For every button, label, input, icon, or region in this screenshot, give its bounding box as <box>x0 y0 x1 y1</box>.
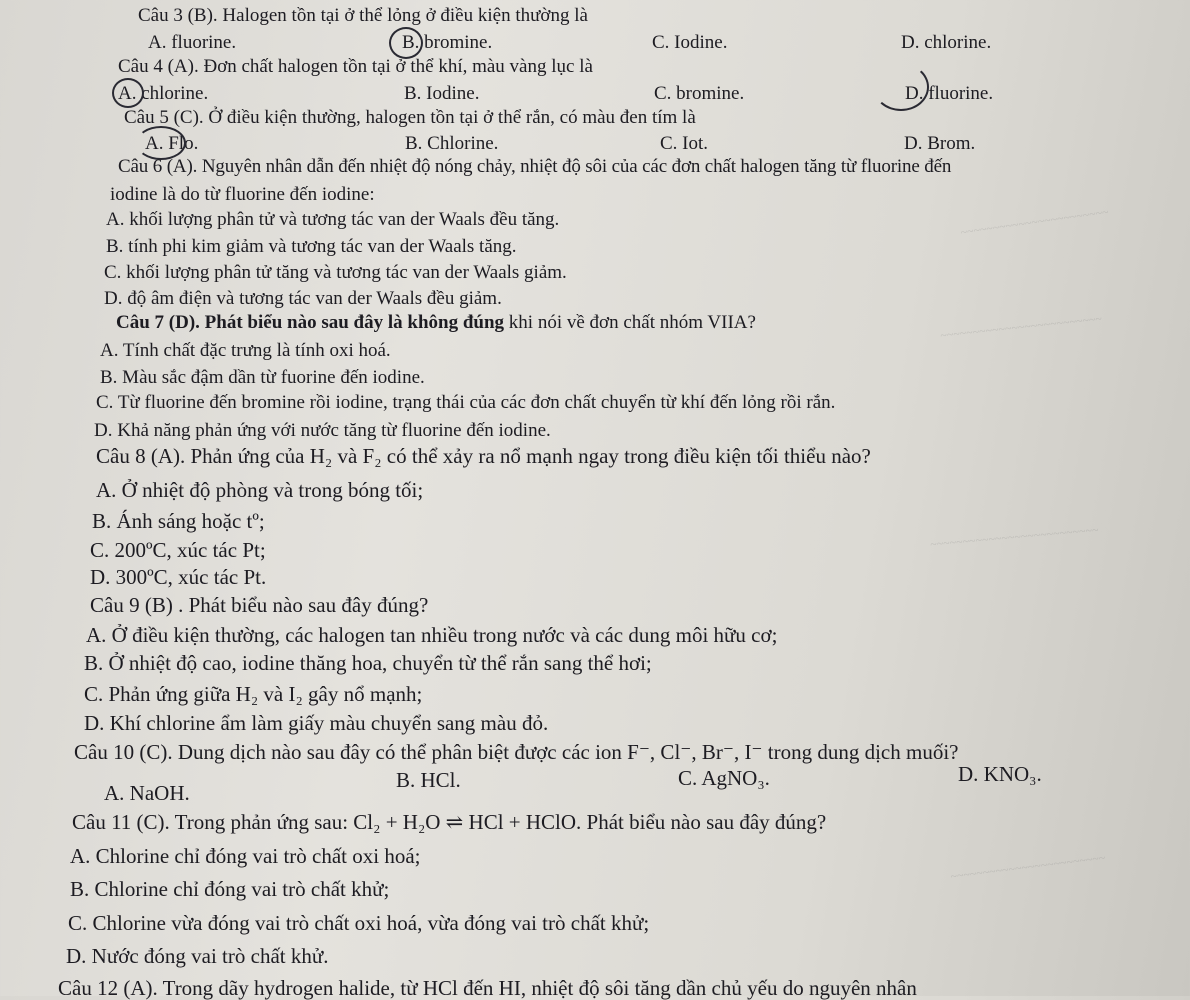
q3-option-b: B. bromine. <box>402 32 493 53</box>
q8-stem: Câu 8 (A). Phản ứng của H₂ và F₂ có thể xảy ra nổ mạnh ngay trong điều kiện tối thiểu nào? <box>96 444 871 468</box>
show-through-text: ~~~~~~~~~~~~~~~~~~~~~~~~~~ <box>929 522 1100 552</box>
answer-mark-circle <box>389 27 423 59</box>
show-through-text: ~~~~~~~~~~~~~~~~~~~~~~~~~ <box>939 311 1103 343</box>
q10-option-b: B. HCl. <box>396 768 461 792</box>
show-through-text: ~~~~~~~~~~~~~~~~~~~~~~~~ <box>949 850 1107 884</box>
q7-option-c: C. Từ fluorine đến bromine rồi iodine, trạng thái của các đơn chất chuyển từ khí đến lỏng rồi rắn. <box>96 392 836 413</box>
answer-mark-curve <box>873 63 929 111</box>
q9-option-c: C. Phản ứng giữa H₂ và I₂ gây nổ mạnh; <box>84 682 423 706</box>
q5-option-c: C. Iot. <box>660 133 709 154</box>
q10-option-a: A. NaOH. <box>104 781 190 805</box>
q8-option-c: C. 200ºC, xúc tác Pt; <box>90 538 266 562</box>
q11-option-d: D. Nước đóng vai trò chất khử. <box>66 944 329 968</box>
q4-stem: Câu 4 (A). Đơn chất halogen tồn tại ở thể khí, màu vàng lục là <box>118 56 593 77</box>
q10-option-d: D. KNO₃. <box>958 762 1042 786</box>
q6-stem-line1: Câu 6 (A). Nguyên nhân dẫn đến nhiệt độ nóng chảy, nhiệt độ sôi của các đơn chất halogen tăng từ fluorine đến <box>118 156 952 177</box>
q7-option-b: B. Màu sắc đậm dần từ fuorine đến iodine. <box>100 367 425 388</box>
answer-mark-circle <box>112 78 144 108</box>
q4-option-c: C. bromine. <box>654 83 745 104</box>
q6-option-c: C. khối lượng phân tử tăng và tương tác van der Waals giảm. <box>104 262 567 283</box>
q3-option-d: D. chlorine. <box>901 32 992 53</box>
q5-option-a: A. Flo. <box>145 133 199 154</box>
q10-stem: Câu 10 (C). Dung dịch nào sau đây có thể phân biệt được các ion F⁻, Cl⁻, Br⁻, I⁻ trong dung dịch muối? <box>74 740 959 764</box>
q9-option-b: B. Ở nhiệt độ cao, iodine thăng hoa, chuyển từ thể rắn sang thể hơi; <box>84 651 652 675</box>
q9-option-a: A. Ở điều kiện thường, các halogen tan nhiều trong nước và các dung môi hữu cơ; <box>86 623 778 647</box>
q4-option-d: D. fluorine. <box>905 83 994 104</box>
q8-option-d: D. 300ºC, xúc tác Pt. <box>90 565 267 589</box>
q7-option-a: A. Tính chất đặc trưng là tính oxi hoá. <box>100 340 391 361</box>
show-through-text: ~~~~~~~~~~~~~~~~~~~~~~~ <box>959 204 1110 240</box>
q9-stem: Câu 9 (B) . Phát biểu nào sau đây đúng? <box>90 593 429 617</box>
q11-stem: Câu 11 (C). Trong phản ứng sau: Cl₂ + H₂O ⇌ HCl + HClO. Phát biểu nào sau đây đúng? <box>72 810 827 834</box>
q7-stem-suffix: khi nói về đơn chất nhóm VIIA? <box>504 312 756 333</box>
q10-option-c: C. AgNO₃. <box>678 766 770 790</box>
q5-stem: Câu 5 (C). Ở điều kiện thường, halogen tồn tại ở thể rắn, có màu đen tím là <box>124 107 696 128</box>
q11-option-b: B. Chlorine chỉ đóng vai trò chất khử; <box>70 877 390 901</box>
q6-stem-line2: iodine là do từ fluorine đến iodine: <box>110 184 375 205</box>
q3-option-c: C. Iodine. <box>652 32 728 53</box>
q7-stem-emphasis: không đúng <box>407 312 505 333</box>
q6-option-b: B. tính phi kim giảm và tương tác van der Waals tăng. <box>106 236 517 257</box>
q7-stem-prefix: Câu 7 (D). Phát biểu nào sau đây là <box>116 312 408 333</box>
q9-option-d: D. Khí chlorine ẩm làm giấy màu chuyển sang màu đỏ. <box>84 711 549 735</box>
q12-stem: Câu 12 (A). Trong dãy hydrogen halide, từ HCl đến HI, nhiệt độ sôi tăng dần chủ yếu do nguyên nhân <box>58 976 917 1000</box>
q4-option-b: B. Iodine. <box>404 83 480 104</box>
q5-option-d: D. Brom. <box>904 133 976 154</box>
q11-option-a: A. Chlorine chỉ đóng vai trò chất oxi hoá; <box>70 844 421 868</box>
q6-option-d: D. độ âm điện và tương tác van der Waals đều giảm. <box>104 288 502 309</box>
q3-option-a: A. fluorine. <box>148 32 237 53</box>
answer-mark-circle <box>136 126 186 160</box>
q11-option-c: C. Chlorine vừa đóng vai trò chất oxi hoá, vừa đóng vai trò chất khử; <box>68 911 650 935</box>
q6-option-a: A. khối lượng phân tử và tương tác van der Waals đều tăng. <box>106 209 560 230</box>
q8-option-a: A. Ở nhiệt độ phòng và trong bóng tối; <box>96 478 424 502</box>
q3-stem: Câu 3 (B). Halogen tồn tại ở thể lỏng ở điều kiện thường là <box>138 5 588 26</box>
q7-option-d: D. Khả năng phản ứng với nước tăng từ fluorine đến iodine. <box>94 420 551 441</box>
q8-option-b: B. Ánh sáng hoặc tº; <box>92 509 265 533</box>
q7-stem <box>116 313 756 332</box>
q5-option-b: B. Chlorine. <box>405 133 499 154</box>
q4-option-a: A. chlorine. <box>118 83 209 104</box>
